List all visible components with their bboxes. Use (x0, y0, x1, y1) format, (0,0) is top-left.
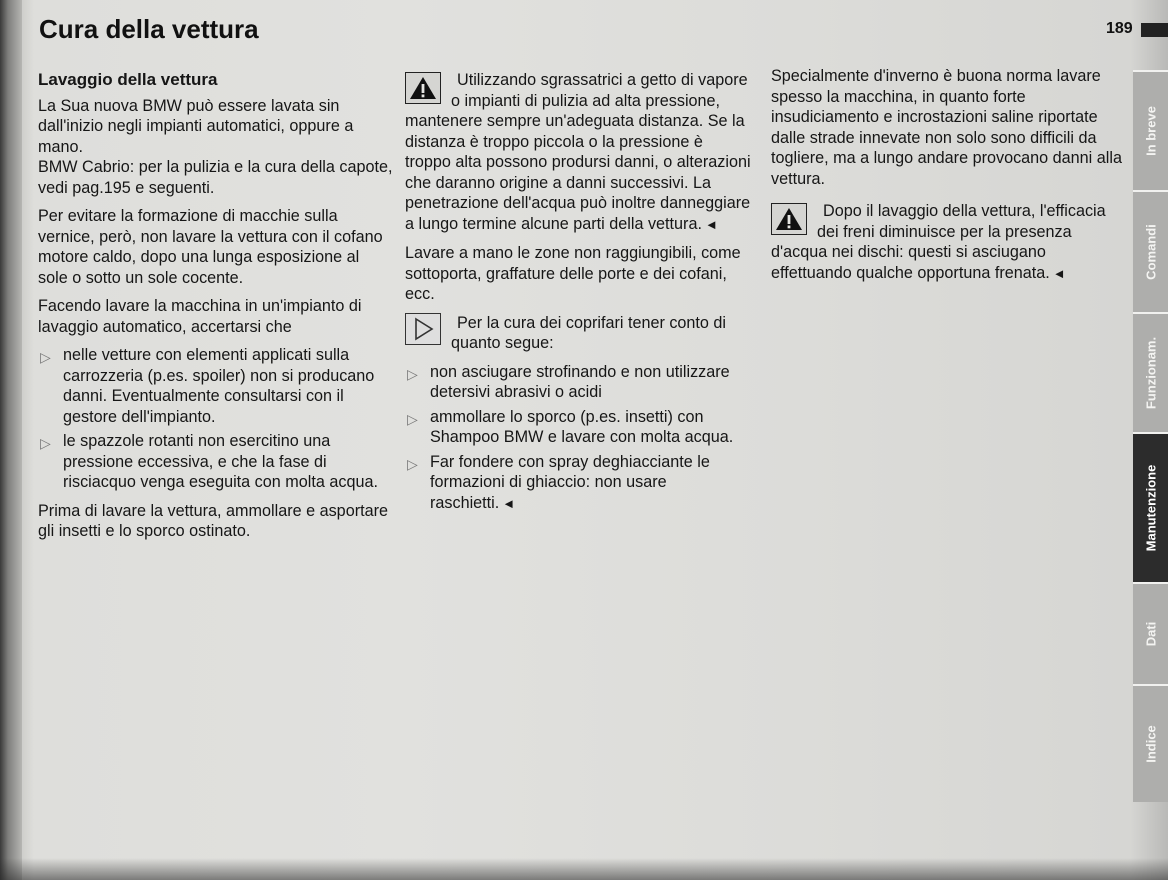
note-block (405, 313, 753, 354)
column-left (38, 70, 393, 550)
tab-label: Manutenzione (1143, 464, 1158, 552)
section-tabs (1133, 70, 1168, 800)
tab-label: Funzionam. (1143, 336, 1158, 410)
note-text: Per la cura dei coprifari tener conto di quanto segue: (451, 313, 727, 352)
tab-manutenzione[interactable] (1133, 432, 1168, 582)
list-item-text: Far fondere con spray deghiacciante le formazioni di ghiaccio: non usare raschietti. (430, 452, 710, 512)
page-binding-shadow (0, 0, 22, 880)
paragraph: Prima di lavare la vettura, ammollare e asportare gli insetti e lo sporco ostinato. (38, 501, 388, 540)
warning-block (405, 70, 753, 235)
tab-label: In breve (1143, 106, 1158, 156)
list-item (38, 431, 393, 493)
page-number: 189 (1106, 20, 1133, 37)
warning-text: Dopo il lavaggio della vettura, l'efficacia dei freni diminuisce per la presenza d'acqua nei dischi: questi si asciugano effettuando qualche opportuna frenata. (771, 202, 1106, 282)
paragraph: La Sua nuova BMW può essere lavata sin dall'inizio negli impianti automatici, oppure a mano. (38, 96, 354, 156)
paragraph: Specialmente d'inverno è buona norma lavare spesso la macchina, in quanto forte insudiciamento e incrostazioni saline riportate dalle strade innevate non solo sono difficili da togliere, ma a lungo andare provocano danni alla vettura. (771, 67, 1122, 188)
warning-icon (771, 203, 807, 235)
list-item (38, 345, 393, 427)
tab-comandi[interactable] (1133, 190, 1168, 312)
bullet-triangle-icon: ▷ (407, 410, 418, 427)
end-mark-icon: ◄ (704, 216, 718, 232)
column-middle (405, 70, 753, 518)
paragraph: BMW Cabrio: per la pulizia e la cura della capote, vedi pag.195 e seguenti. (38, 158, 393, 197)
end-mark-icon: ◄ (1052, 265, 1066, 281)
list-item-text: nelle vetture con elementi applicati sulla carrozzeria (p.es. spoiler) non si producano danni. Eventualmente consultarsi con il gestore dell'impianto. (63, 346, 375, 426)
list-item (405, 407, 753, 448)
warning-block (771, 201, 1123, 284)
bullet-triangle-icon: ▷ (40, 435, 51, 451)
page-title: Cura della vettura (39, 14, 259, 44)
end-mark-icon: ◄ (502, 495, 516, 511)
list-item-text: non asciugare strofinando e non utilizzare detersivi abrasivi o acidi (430, 362, 730, 401)
list-item-text: le spazzole rotanti non esercitino una pressione eccessiva, e che la fase di risciacquo venga eseguita con molta acqua. (63, 432, 378, 491)
note-play-icon (405, 313, 441, 345)
tab-label: Comandi (1143, 224, 1158, 280)
list-item-text: ammollare lo sporco (p.es. insetti) con Shampoo BMW e lavare con molta acqua. (430, 407, 734, 446)
bullet-triangle-icon: ▷ (407, 455, 418, 472)
tab-indice[interactable] (1133, 684, 1168, 802)
section-heading: Lavaggio della vettura (38, 70, 218, 89)
warning-text: Utilizzando sgrassatrici a getto di vapore o impianti di pulizia ad alta pressione, mantenere sempre un'adeguata distanza. Se la distanza è troppo piccola o la pressione è troppo alta possono prodursi danni, o alterazioni che daranno origine a danni successivi. La penetrazione dell'acqua può inoltre danneggiare a lungo termine alcune parti della vettura. (405, 71, 751, 233)
paragraph: Per evitare la formazione di macchie sulla vernice, però, non lavare la vettura con il cofano motore caldo, dopo una lunga esposizione al sole o sotto un sole cocente. (38, 207, 383, 287)
tab-label: Indice (1143, 725, 1158, 763)
bullet-triangle-icon: ▷ (407, 365, 418, 382)
tab-label: Dati (1143, 621, 1158, 647)
page-number-bar (1141, 23, 1168, 37)
tab-funzionamento[interactable] (1133, 312, 1168, 432)
column-right (771, 66, 1123, 292)
bullet-triangle-icon: ▷ (40, 349, 51, 365)
warning-icon (405, 72, 441, 104)
tab-in-breve[interactable] (1133, 70, 1168, 190)
paragraph: Lavare a mano le zone non raggiungibili, come sottoporta, graffature delle porte e dei cofani, ecc. (405, 244, 741, 303)
list-item (405, 452, 753, 515)
paragraph: Facendo lavare la macchina in un'impianto di lavaggio automatico, accertarsi che (38, 297, 362, 336)
tab-dati[interactable] (1133, 582, 1168, 684)
page-bottom-shadow (0, 858, 1168, 880)
list-item (405, 362, 753, 403)
